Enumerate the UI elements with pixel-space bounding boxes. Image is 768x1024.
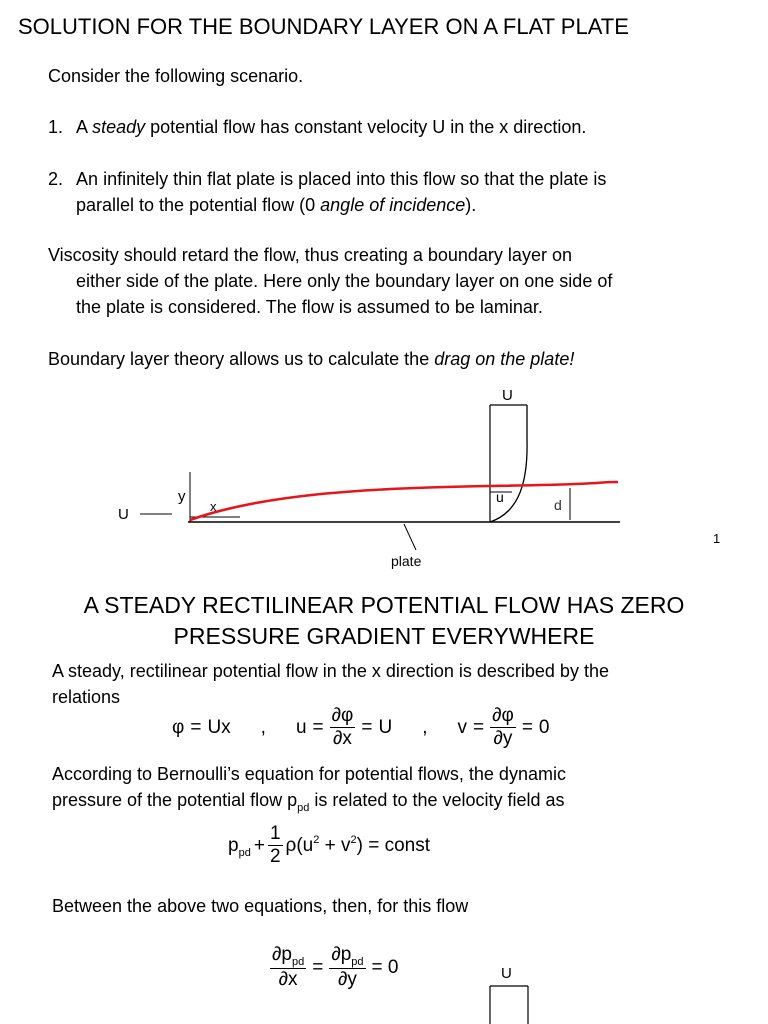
eq-u-fraction	[330, 705, 356, 750]
label-U-top: U	[502, 387, 513, 404]
fraction-numerator: ∂φ	[492, 705, 514, 726]
viscosity-line-3: the plate is considered. The flow is assumed to be laminar.	[76, 297, 543, 317]
plate-pointer	[404, 524, 416, 550]
page-number: 1	[713, 531, 721, 546]
eq-equals: =	[312, 956, 324, 978]
para2	[52, 761, 566, 816]
label-x: x	[210, 499, 217, 514]
eq-phi-rhs: Ux	[207, 716, 231, 738]
para2-line-2	[52, 787, 566, 816]
section-title-line-1: A STEADY RECTILINEAR POTENTIAL FLOW HAS ZERO	[83, 592, 685, 618]
eq-equals: =	[521, 716, 533, 738]
equation-potential	[172, 705, 550, 750]
viscosity-paragraph	[48, 242, 612, 320]
list-text-line2-end: ).	[465, 195, 477, 215]
eq-v-rhs: 0	[538, 716, 550, 738]
fraction-numerator: 1	[269, 823, 281, 844]
eq-plus-v: + v	[319, 834, 351, 856]
list-number: 2.	[48, 169, 64, 189]
eq-equals: =	[472, 716, 485, 738]
label-u: u	[496, 489, 504, 505]
para2-line-2-text: pressure of the potential flow p	[52, 790, 298, 810]
list-item-1	[48, 114, 586, 140]
list-number: 1.	[48, 117, 64, 137]
eq-plus: +	[253, 834, 265, 856]
eq-equals: =	[361, 716, 373, 738]
superscript-2: 2	[313, 833, 320, 846]
para1-line-2: relations	[52, 687, 121, 707]
para2-line-1: According to Bernoulli’s equation for potential flows, the dynamic	[52, 764, 566, 784]
eq-separator: ,	[422, 716, 428, 738]
subscript-pd: pd	[291, 956, 305, 968]
viscosity-line-2: either side of the plate. Here only the boundary layer on one side of	[76, 271, 613, 291]
theory-text	[48, 346, 574, 372]
equation-gradient	[270, 944, 399, 991]
label-d: d	[554, 497, 562, 513]
fraction-denominator: ∂y	[493, 728, 513, 749]
fraction-denominator: ∂x	[278, 969, 298, 990]
intro-text: Consider the following scenario.	[48, 66, 304, 86]
para3: Between the above two equations, then, for this flow	[52, 896, 469, 916]
label-y: y	[178, 488, 186, 505]
fraction-numerator: ∂p	[272, 944, 292, 965]
para1-line-1: A steady, rectilinear potential flow in the x direction is described by the	[52, 661, 609, 681]
subscript-pd: pd	[238, 846, 251, 859]
eq-u: u	[295, 716, 307, 738]
viscosity-line-1: Viscosity should retard the flow, thus creating a boundary layer on	[48, 245, 572, 265]
list-text-rest: potential flow has constant velocity U in the x direction.	[145, 117, 587, 137]
list-item-2	[48, 166, 606, 218]
emphasis-steady: steady	[92, 117, 146, 137]
eq-u-rhs: U	[378, 716, 393, 738]
label-U: U	[501, 965, 512, 982]
fraction-denominator: ∂x	[333, 728, 352, 749]
eq-phi: φ	[172, 716, 185, 738]
eq-equals: =	[312, 716, 324, 738]
eq-half-fraction	[268, 823, 283, 868]
boundary-layer-figure	[0, 380, 768, 580]
list-text-line2: parallel to the potential flow (0	[76, 195, 321, 215]
eq-rhs: = 0	[371, 956, 399, 978]
superscript-2: 2	[350, 833, 357, 846]
list-text-line1: An infinitely thin flat plate is placed into this flow so that the plate is	[76, 169, 607, 189]
equation-bernoulli	[228, 823, 430, 868]
emphasis-angle: angle of incidence	[320, 195, 466, 215]
emphasis-drag: drag on the plate!	[434, 349, 575, 369]
para2-line-2-rest: is related to the velocity field as	[309, 790, 565, 810]
fraction-numerator: ∂φ	[331, 705, 354, 726]
eq-v-fraction	[490, 705, 516, 750]
velocity-profile-figure-partial	[480, 958, 560, 1024]
theory-text-main: Boundary layer theory allows us to calculate the	[48, 349, 435, 369]
eq-p: p	[228, 834, 239, 856]
eq-dpdy-fraction	[329, 944, 365, 991]
eq-equals: =	[190, 716, 202, 738]
subscript-pd: pd	[351, 956, 364, 968]
subscript-pd: pd	[297, 802, 310, 814]
eq-dpdx-fraction	[270, 944, 306, 991]
list-text: A	[76, 117, 93, 137]
eq-separator: ,	[260, 716, 266, 738]
fraction-denominator: 2	[269, 846, 281, 867]
eq-const: ) = const	[356, 834, 431, 856]
eq-rho: ρ(u	[285, 834, 314, 856]
para1	[52, 658, 609, 710]
fraction-denominator: ∂y	[337, 969, 357, 990]
page-title: SOLUTION FOR THE BOUNDARY LAYER ON A FLAT PLATE	[18, 14, 629, 39]
fraction-numerator: ∂p	[331, 944, 352, 965]
section-title-line-2: PRESSURE GRADIENT EVERYWHERE	[173, 623, 595, 649]
label-plate: plate	[391, 553, 422, 569]
eq-v: v	[457, 716, 467, 738]
label-U-left: U	[118, 506, 129, 523]
